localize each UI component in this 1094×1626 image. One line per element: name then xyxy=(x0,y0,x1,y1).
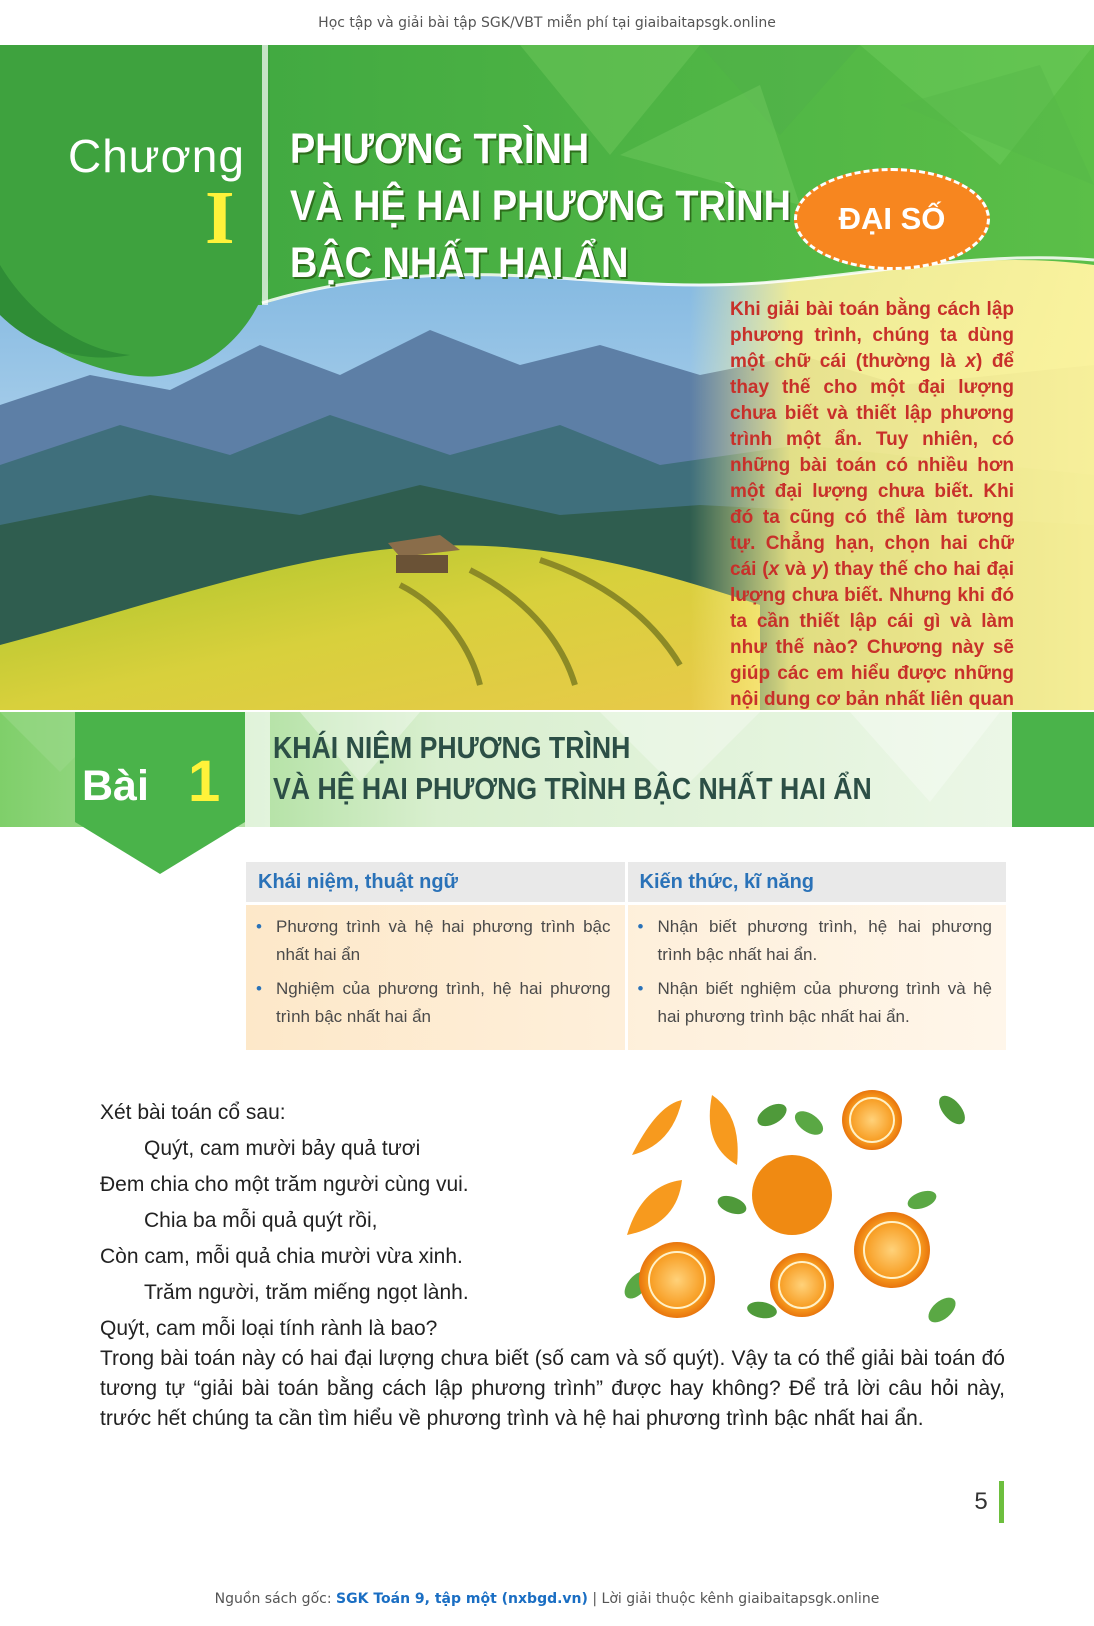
chapter-label: Chương xyxy=(68,130,245,182)
chapter-number: I xyxy=(205,176,235,260)
body-paragraph: Trong bài toán này có hai đại lượng chưa biết (số cam và số quýt). Vậy ta có thể giải bài toán đó tương tự “giải bài toán bằng cách lập phương trình” được hay không? Để trả lời câu hỏi này, trước hết chúng ta cần tìm hiểu về phương trình và hệ hai phương trình bậc nhất hai ẩn. xyxy=(100,1347,1005,1430)
bullet-icon: • xyxy=(256,917,262,936)
poem-line: Chia ba mỗi quả quýt rồi, xyxy=(144,1209,378,1232)
footer-note: Nguồn sách gốc: SGK Toán 9, tập một (nxbgd.vn) | Lời giải thuộc kênh giaibaitapsgk.online xyxy=(214,1591,880,1607)
poem-line: Xét bài toán cổ sau: xyxy=(100,1101,286,1124)
poem-line: Đem chia cho một trăm người cùng vui. xyxy=(100,1173,469,1196)
footer-source-link[interactable]: SGK Toán 9, tập một (nxbgd.vn) xyxy=(336,1591,588,1607)
list-item: • Nghiệm của phương trình, hệ hai phương trình bậc nhất hai ẩn xyxy=(276,975,611,1031)
list-item: • Phương trình và hệ hai phương trình bậc nhất hai ẩn xyxy=(276,913,611,969)
poem xyxy=(100,1095,469,1347)
chapter-title-line: BẬC NHẤT HAI ẨN xyxy=(290,239,629,287)
list-item: • Nhận biết nghiệm của phương trình và hệ hai phương trình bậc nhất hai ẩn. xyxy=(658,975,993,1031)
lesson-banner xyxy=(0,712,1094,882)
concepts-table xyxy=(246,862,1006,1050)
poem-line: Quýt, cam mỗi loại tính rành là bao? xyxy=(100,1317,438,1340)
lesson-label: Bài xyxy=(82,762,149,810)
bullet-icon: • xyxy=(637,917,644,936)
header-note: Học tập và giải bài tập SGK/VBT miễn phí tại giaibaitapsgk.online xyxy=(318,15,776,31)
poem-line: Còn cam, mỗi quả chia mười vừa xinh. xyxy=(100,1245,463,1268)
list-item: • Nhận biết phương trình, hệ hai phương trình bậc nhất hai ẩn. xyxy=(658,913,993,969)
chapter-banner xyxy=(0,45,1094,710)
chapter-title-line: VÀ HỆ HAI PHƯƠNG TRÌNH xyxy=(290,182,791,230)
concepts-terms-heading: Khái niệm, thuật ngữ xyxy=(246,862,625,905)
oranges-illustration xyxy=(622,1085,992,1325)
concepts-skills-heading: Kiến thức, kĩ năng xyxy=(628,862,1007,905)
chapter-title-line: PHƯƠNG TRÌNH xyxy=(290,125,590,173)
lesson-title-line: VÀ HỆ HAI PHƯƠNG TRÌNH BẬC NHẤT HAI ẨN xyxy=(273,771,872,806)
lesson-title xyxy=(273,727,969,809)
bullet-icon: • xyxy=(256,979,262,998)
page-number: 5 xyxy=(969,1481,1004,1523)
lesson-number: 1 xyxy=(188,749,221,814)
chapter-intro: Khi giải bài toán bằng cách lập phương trình, chúng ta dùng một chữ cái (thường là x) để thay thế cho một đại lượng chưa biết và thiết lập phương trình một ẩn. Tuy nhiên, có những bài toán có nhiều hơn một đại lượng chưa biết. Khi đó ta cũng có thể làm tương tự. Chẳng hạn, chọn hai chữ cái (x và y) thay thế cho hai đại lượng chưa biết. Nhưng khi đó ta cần thiết lập cái gì và làm như thế nào? Chương này sẽ giúp các em hiểu được những nội dung cơ bản nhất liên quan xyxy=(730,299,1014,710)
concepts-terms-column xyxy=(246,862,625,1050)
poem-line: Quýt, cam mười bảy quả tươi xyxy=(144,1137,421,1160)
concepts-skills-column xyxy=(625,862,1007,1050)
subject-badge: ĐẠI SỐ xyxy=(794,168,990,270)
lesson-title-line: KHÁI NIỆM PHƯƠNG TRÌNH xyxy=(273,730,631,765)
poem-line: Trăm người, trăm miếng ngọt lành. xyxy=(144,1281,469,1304)
bullet-icon: • xyxy=(637,979,644,998)
chapter-title xyxy=(290,121,791,292)
